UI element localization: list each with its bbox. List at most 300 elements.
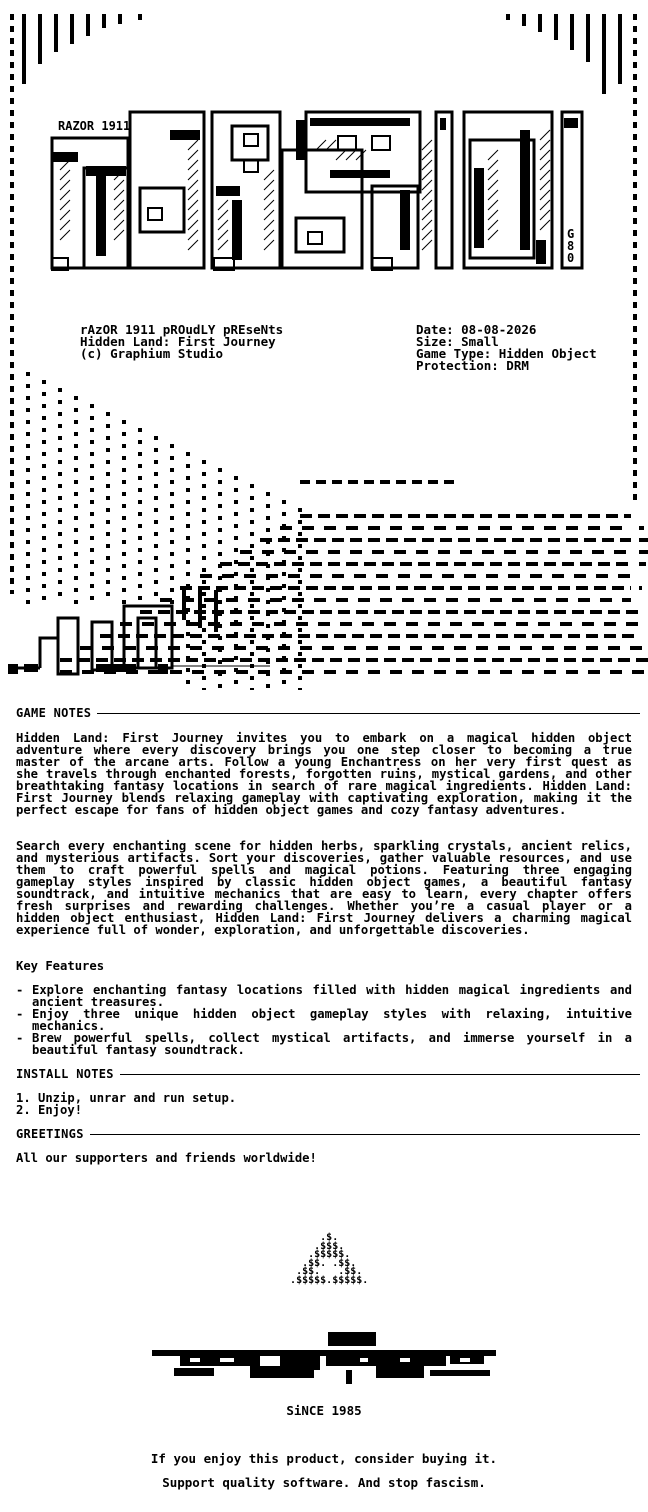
stair-block [26, 492, 30, 496]
stair-block [526, 550, 538, 554]
stair-block [514, 634, 526, 638]
stair-block [190, 646, 202, 650]
stair-block [522, 670, 534, 674]
stair-block [202, 592, 206, 596]
stair-block [90, 536, 94, 540]
stair-block [616, 562, 628, 566]
stair-block [544, 526, 556, 530]
stair-block [58, 496, 62, 500]
stair-block [140, 610, 152, 614]
stair-block [90, 464, 94, 468]
stair-block [446, 610, 458, 614]
stair-block [26, 444, 30, 448]
stair-block [58, 556, 62, 560]
stair-block [490, 562, 502, 566]
footer-line-fascism: Support quality software. And stop fascism. [162, 1475, 486, 1490]
footer-line-buy: If you enjoy this product, consider buying it. [150, 1451, 498, 1466]
stair-block [300, 646, 312, 650]
stair-block [576, 586, 588, 590]
stair-block [138, 572, 142, 576]
stair-block [90, 572, 94, 576]
stair-block [234, 500, 238, 504]
stair-block [456, 670, 468, 674]
stair-block [454, 562, 466, 566]
group-tag: RAZOR 1911 [58, 119, 131, 133]
stair-block [500, 526, 512, 530]
install-notes-header [16, 1067, 640, 1081]
stair-block [26, 576, 30, 580]
stair-block [330, 658, 342, 662]
stair-block [26, 480, 30, 484]
stair-block [554, 610, 566, 614]
stair-block [284, 550, 296, 554]
stair-block [618, 658, 630, 662]
stair-block [266, 600, 270, 604]
stair-block [192, 670, 204, 674]
stair-block [250, 604, 254, 608]
stair-block [250, 532, 254, 536]
stair-block [218, 552, 222, 556]
stair-block [58, 484, 62, 488]
stair-block [298, 664, 302, 668]
stair-block [42, 536, 46, 540]
stair-block [170, 480, 174, 484]
stair-block [74, 420, 78, 424]
stair-block [590, 610, 602, 614]
stair-block [138, 500, 142, 504]
stair-block [472, 562, 484, 566]
stair-block [170, 456, 174, 460]
stair-block [122, 492, 126, 496]
stair-block [280, 670, 292, 674]
greetings-text: All our supporters and friends worldwide! [16, 1151, 317, 1165]
stair-block [622, 634, 634, 638]
stair-block [202, 520, 206, 524]
stair-block [122, 600, 126, 604]
stair-block [392, 610, 404, 614]
stair-block [244, 574, 256, 578]
game-notes-paragraph-1: Hidden Land: First Journey invites you to embark on a magical hidden object adventure where every discovery brings you one step closer to becoming a true master of the arcane arts. Follow a young Enchantress on her very first quest as she travels through enchanted forests, forgotten ruins, mystical gardens, and other breathtaking fantasy locations in search of rare magical ingredients. Hidden Land: First Journey blends relaxing gameplay with captivating exploration, making it the perfect escape for fans of hidden object games and cozy fantasy adventures. [16, 731, 632, 817]
stair-block [316, 634, 328, 638]
stair-block [602, 538, 614, 542]
game-notes-title: GAME NOTES [16, 706, 92, 720]
stair-block [560, 622, 572, 626]
release-info-right [416, 324, 597, 372]
stair-block [522, 586, 534, 590]
stair-block [186, 632, 190, 636]
stair-block [96, 658, 108, 662]
stair-block [544, 670, 556, 674]
stair-block [388, 646, 400, 650]
stair-block [458, 538, 470, 542]
stair-block [170, 444, 174, 448]
stair-block [42, 392, 46, 396]
stair-block [516, 622, 528, 626]
stair-block [338, 610, 350, 614]
stair-block [440, 538, 452, 542]
stair-block [186, 524, 190, 528]
stair-block [202, 688, 206, 690]
stair-block [234, 548, 238, 552]
stair-block [500, 670, 512, 674]
stair-block [218, 468, 222, 472]
stair-block [250, 652, 254, 656]
stair-block [570, 550, 582, 554]
stair-block [464, 574, 476, 578]
stair-block [58, 460, 62, 464]
stair-block [276, 658, 288, 662]
stair-block [160, 598, 172, 602]
stair-block [366, 646, 378, 650]
stair-block [26, 468, 30, 472]
stair-block [180, 586, 192, 590]
stair-block [186, 488, 190, 492]
stair-block [78, 658, 90, 662]
stair-block [412, 670, 424, 674]
stair-block [42, 380, 46, 384]
stair-block [478, 634, 490, 638]
stair-block [186, 622, 198, 626]
stair-block [382, 562, 394, 566]
stair-block [234, 656, 238, 660]
stair-block [434, 670, 446, 674]
stair-block [26, 600, 30, 604]
stair-block [172, 634, 184, 638]
stair-block [266, 588, 270, 592]
stair-block [418, 562, 430, 566]
stair-block [202, 460, 206, 464]
stair-block [536, 610, 548, 614]
stair-block [498, 646, 510, 650]
stair-block [582, 622, 594, 626]
dollar-triangle-logo: .$. .$$$. .$$$$$. .$$. .$$. .$$. .$$. .$$$$$.$$$$$. [290, 1232, 369, 1286]
stair-block [250, 688, 254, 690]
stair-block [42, 596, 46, 600]
stair-block [74, 504, 78, 508]
stair-block [26, 408, 30, 412]
stair-block [74, 528, 78, 532]
stair-block [306, 550, 318, 554]
stair-block [572, 610, 584, 614]
stair-block [332, 480, 342, 484]
stair-block [122, 432, 126, 436]
divider-rule [97, 713, 640, 714]
stair-block [74, 432, 78, 436]
stair-block [596, 574, 608, 578]
stair-block [250, 676, 254, 680]
stair-block [106, 436, 110, 440]
bullet-dash: - [16, 1007, 24, 1021]
stair-block [202, 532, 206, 536]
install-step: 1. Unzip, unrar and run setup. [16, 1091, 237, 1105]
stair-block [600, 598, 612, 602]
copyright-line: (c) Graphium Studio [80, 346, 223, 361]
stair-block [562, 562, 574, 566]
stair-block [58, 508, 62, 512]
stair-block [90, 584, 94, 588]
stair-block [90, 476, 94, 480]
stair-block [370, 634, 382, 638]
stair-block [436, 562, 448, 566]
stair-block [626, 622, 638, 626]
stair-block [106, 496, 110, 500]
stair-block [614, 550, 626, 554]
stair-block [234, 524, 238, 528]
stair-block [586, 646, 598, 650]
stair-block [26, 516, 30, 520]
stair-block [556, 598, 568, 602]
stair-block [250, 556, 254, 560]
stair-block [234, 572, 238, 576]
stair-block [58, 388, 62, 392]
stair-block [58, 580, 62, 584]
stair-block [298, 628, 302, 632]
stair-block [90, 404, 94, 408]
stair-block [374, 610, 386, 614]
stair-block [42, 488, 46, 492]
stair-block [588, 670, 600, 674]
stair-block [26, 588, 30, 592]
stair-block [74, 600, 78, 604]
stair-block [504, 586, 516, 590]
stair-block [424, 598, 436, 602]
stair-block [600, 658, 612, 662]
stair-block [414, 586, 426, 590]
stair-block [230, 610, 242, 614]
stair-block [450, 586, 462, 590]
stair-block [594, 586, 606, 590]
stair-block [636, 658, 648, 662]
stair-block [42, 512, 46, 516]
stair-block [570, 514, 582, 518]
stair-block [584, 538, 596, 542]
stair-block [564, 658, 576, 662]
stair-block [504, 550, 516, 554]
stair-block [478, 670, 490, 674]
stair-block [122, 420, 126, 424]
stair-block [580, 562, 592, 566]
stair-block [284, 610, 296, 614]
stair-block [74, 540, 78, 544]
stair-block [394, 550, 406, 554]
stair-block [216, 586, 228, 590]
stair-block [450, 622, 462, 626]
stair-block [432, 646, 444, 650]
greetings-title: GREETINGS [16, 1127, 84, 1141]
stair-block [266, 610, 278, 614]
stair-block [486, 574, 498, 578]
stair-block [266, 492, 270, 496]
stair-block [358, 598, 370, 602]
stair-block [546, 658, 558, 662]
stair-block [282, 572, 286, 576]
stair-block [202, 568, 206, 572]
stair-block [306, 586, 318, 590]
stair-block [234, 476, 238, 480]
stair-block [510, 658, 522, 662]
stair-block [298, 568, 302, 572]
stair-block [412, 526, 424, 530]
stair-block [138, 524, 142, 528]
stair-block [204, 658, 216, 662]
stair-block [612, 586, 624, 590]
stair-block [298, 520, 302, 524]
stair-block [508, 574, 520, 578]
stair-block [406, 622, 418, 626]
stair-block [438, 658, 450, 662]
stair-block [186, 668, 190, 672]
stair-block [202, 628, 206, 632]
stair-block [302, 526, 314, 530]
stair-block [122, 552, 126, 556]
stair-block [240, 658, 252, 662]
stair-block [512, 538, 524, 542]
stair-block [298, 688, 302, 690]
stair-block [598, 562, 610, 566]
feature-item [16, 1032, 632, 1056]
stair-block [74, 492, 78, 496]
stair-block [482, 610, 494, 614]
stair-block [122, 468, 126, 472]
stair-block [542, 646, 554, 650]
stair-block [294, 658, 306, 662]
stair-block [42, 464, 46, 468]
stair-block [434, 526, 446, 530]
stair-block [74, 408, 78, 412]
stair-block [154, 568, 158, 572]
stair-block [360, 586, 372, 590]
bottom-left-logo [8, 606, 270, 674]
stair-block [90, 488, 94, 492]
stair-block [202, 556, 206, 560]
stair-block [422, 538, 434, 542]
stair-block [186, 536, 190, 540]
stair-block [638, 538, 648, 542]
stair-block [432, 586, 444, 590]
stair-block [310, 574, 322, 578]
stair-block [476, 538, 488, 542]
stair-block [516, 514, 528, 518]
stair-block [262, 634, 274, 638]
stair-block [90, 440, 94, 444]
stair-block [154, 472, 158, 476]
stair-block [90, 500, 94, 504]
stair-block [238, 562, 250, 566]
stair-block [408, 514, 420, 518]
stair-block [42, 584, 46, 588]
stair-block [122, 456, 126, 460]
stair-block [288, 586, 300, 590]
stair-block [410, 610, 422, 614]
size-line: Size: Small [416, 334, 499, 349]
game-notes-paragraph-2: Search every enchanting scene for hidden herbs, sparkling crystals, ancient relics, and mysterious artifacts. Sort your discoveries, gather valuable resources, and use them to craft powerful spells and magical potions. Featuring three engaging gameplay styles inspired by classic hidden object games, a beautiful fantasy soundtrack, and intuitive mechanics that are easy to learn, every chapter offers fresh surprises and rewarding challenges. Whether you’re a casual player or a hidden object enthusiast, Hidden Land: First Journey delivers a charming magical experience full of wonder, exploration, and unforgettable discoveries. [16, 839, 632, 937]
stair-block [298, 634, 310, 638]
stair-block [444, 514, 456, 518]
stair-block [170, 576, 174, 580]
stair-block [234, 488, 238, 492]
stair-block [230, 622, 242, 626]
feature-text: Brew powerful spells, collect mystical artifacts, and immerse yourself in a beautiful fantasy soundtrack. [32, 1031, 632, 1057]
stair-block [58, 532, 62, 536]
stair-block [278, 538, 290, 542]
stair-block [250, 640, 254, 644]
stair-block [324, 586, 336, 590]
stair-block [298, 616, 302, 620]
stair-block [74, 396, 78, 400]
stair-block [218, 528, 222, 532]
stair-block [142, 622, 154, 626]
stair-block [170, 468, 174, 472]
stair-block [42, 560, 46, 564]
stair-block [256, 562, 268, 566]
stair-block [220, 562, 232, 566]
stair-block [106, 520, 110, 524]
stair-block [154, 448, 158, 452]
stair-block [626, 610, 638, 614]
stair-block [606, 514, 618, 518]
stair-block [170, 504, 174, 508]
stair-block [324, 670, 336, 674]
stair-block [106, 556, 110, 560]
stair-block [42, 572, 46, 576]
stair-block [282, 584, 286, 588]
stair-block [396, 480, 406, 484]
stair-block [138, 560, 142, 564]
stair-block [154, 484, 158, 488]
stair-block [226, 598, 238, 602]
stair-block [288, 574, 300, 578]
stair-block [248, 598, 260, 602]
stair-block [428, 480, 438, 484]
stair-block [202, 616, 206, 620]
stair-block [368, 526, 380, 530]
stair-block [106, 484, 110, 488]
stair-block [566, 526, 578, 530]
stair-block [444, 480, 454, 484]
stair-block [138, 488, 142, 492]
stair-block [138, 452, 142, 456]
stair-block [234, 536, 238, 540]
stair-block [540, 586, 552, 590]
stair-block [498, 514, 510, 518]
stair-block [476, 646, 488, 650]
stair-block [186, 476, 190, 480]
stair-block [198, 586, 210, 590]
stair-block [106, 448, 110, 452]
stair-block [218, 480, 222, 484]
stair-block [138, 596, 142, 600]
stair-block [170, 588, 174, 592]
stair-block [416, 550, 428, 554]
stair-block [218, 504, 222, 508]
stair-block [234, 646, 246, 650]
stair-block [544, 562, 556, 566]
stair-block [538, 622, 550, 626]
greetings-header [16, 1127, 640, 1141]
stair-block [402, 598, 414, 602]
stair-block [532, 634, 544, 638]
stair-block [168, 646, 180, 650]
stair-block [58, 472, 62, 476]
stair-block [390, 670, 402, 674]
stair-block [426, 514, 438, 518]
stair-block [170, 492, 174, 496]
razor-footer-logo [150, 1330, 498, 1386]
stair-block [248, 610, 260, 614]
stair-block [464, 610, 476, 614]
stair-block [520, 646, 532, 650]
stair-block [58, 592, 62, 596]
